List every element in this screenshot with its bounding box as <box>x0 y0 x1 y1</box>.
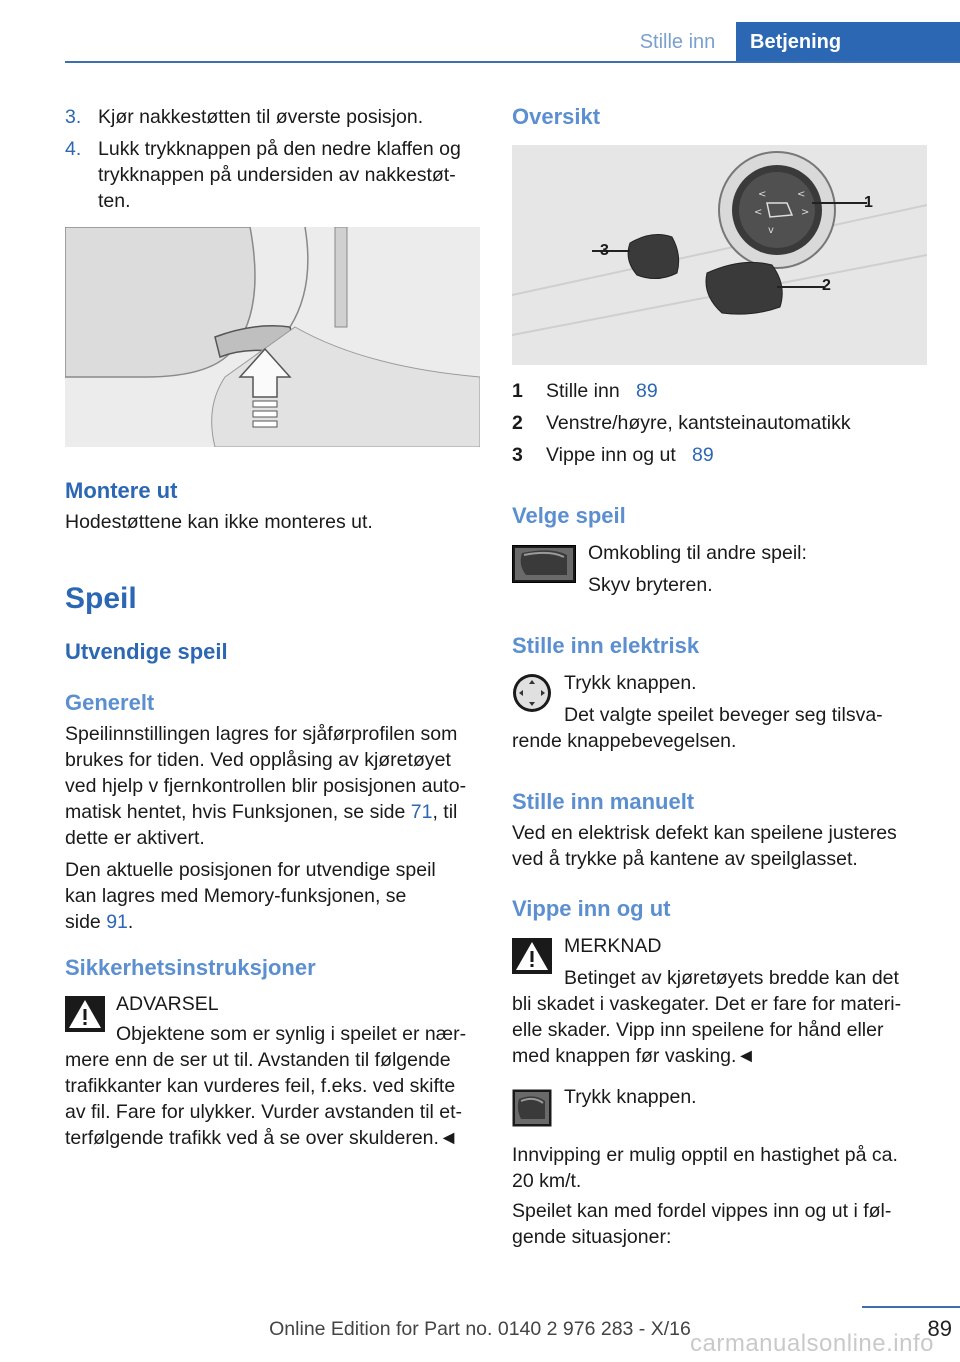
step-3-number: 3. <box>65 106 82 128</box>
heading-stille-inn-manuelt: Stille inn manuelt <box>512 789 695 814</box>
generelt-p1-line-4-tail: , til <box>432 801 458 823</box>
warning-line-5: terfølgende trafikk ved å se over skulderen.◄ <box>65 1127 459 1149</box>
velge-line-2: Skyv bryteren. <box>588 574 713 596</box>
step-4-line-2: trykknappen på undersiden av nakkestøt- <box>98 164 456 186</box>
legend-num-2: 2 <box>512 412 523 434</box>
fold-mirror-button-icon <box>512 1089 552 1127</box>
step-4-line-3: ten. <box>98 190 131 212</box>
footer-edition: Online Edition for Part no. 0140 2 976 283 - X/16 <box>269 1318 691 1340</box>
step-4-line-1: Lukk trykknappen på den nedre klaffen og <box>98 138 461 160</box>
legend-text-3 <box>546 442 714 468</box>
legend-text-1 <box>546 378 658 404</box>
warning-line-4: av fil. Fare for ulykker. Vurder avstanden til et- <box>65 1101 463 1123</box>
notice-line-3: elle skader. Vipp inn speilene for hånd eller <box>512 1019 884 1041</box>
page-link-91[interactable]: 91 <box>106 911 128 933</box>
heading-vippe-inn-og-ut: Vippe inn og ut <box>512 896 671 921</box>
watermark: carmanualsonline.info <box>690 1330 934 1357</box>
legend-label-2: Venstre/høyre, kantsteinautomatikk <box>546 412 851 434</box>
svg-text:>: > <box>801 207 810 218</box>
warning-triangle-icon <box>65 996 105 1032</box>
generelt-p1-line-2: brukes for tiden. Ved opplåsing av kjøretøyet <box>65 749 451 771</box>
montere-text: Hodestøttene kan ikke monteres ut. <box>65 511 373 533</box>
generelt-p1-line-4 <box>65 799 457 825</box>
heading-stille-inn-elektrisk: Stille inn elektrisk <box>512 633 700 658</box>
callout-label-1: 1 <box>864 194 873 211</box>
warning-title: ADVARSEL <box>116 993 219 1015</box>
footer-rule <box>862 1306 960 1308</box>
svg-text:<: < <box>797 189 806 200</box>
mirror-adjust-button-icon <box>512 673 552 713</box>
generelt-p1-line-5: dette er aktivert. <box>65 827 205 849</box>
step-3-text: Kjør nakkestøtten til øverste posisjon. <box>98 106 424 128</box>
headrest-illustration <box>65 227 480 447</box>
speilet-line-1: Speilet kan med fordel vippes inn og ut i føl- <box>512 1200 892 1222</box>
svg-text:<: < <box>758 189 767 200</box>
header-rule <box>65 61 960 63</box>
generelt-p1-line-3: ved hjelp v fjernkontrollen blir posisjonen auto- <box>65 775 467 797</box>
heading-oversikt: Oversikt <box>512 104 601 129</box>
press-button-text: Trykk knappen. <box>564 1086 697 1108</box>
warning-line-2: mere enn de ser ut til. Avstanden til følgende <box>65 1049 451 1071</box>
notice-title: MERKNAD <box>564 935 662 957</box>
callout-label-3: 3 <box>600 242 609 259</box>
speilet-line-2: gende situasjoner: <box>512 1226 672 1248</box>
legend-page-link-1[interactable]: 89 <box>635 380 658 402</box>
warning-line-1: Objektene som er synlig i speilet er nær- <box>116 1023 467 1045</box>
heading-velge-speil: Velge speil <box>512 503 626 528</box>
mirror-select-switch-icon <box>512 545 576 583</box>
notice-line-1: Betinget av kjøretøyets bredde kan det <box>564 967 899 989</box>
elektrisk-line-1: Trykk knappen. <box>564 672 697 694</box>
legend-num-1: 1 <box>512 380 523 402</box>
svg-text:<: < <box>754 207 763 218</box>
mirror-switch-illustration <box>512 145 927 365</box>
legend-label-3: Vippe inn og ut <box>546 444 676 466</box>
page-number: 89 <box>927 1316 952 1341</box>
header-tab-betjening[interactable]: Betjening <box>736 22 960 62</box>
generelt-p2-line-1: Den aktuelle posisjonen for utvendige speil <box>65 859 436 881</box>
manuelt-line-2: ved å trykke på kantene av speilglasset. <box>512 848 858 870</box>
heading-montere-ut: Montere ut <box>65 478 178 503</box>
legend-page-link-3[interactable]: 89 <box>692 444 714 466</box>
heading-generelt: Generelt <box>65 690 155 715</box>
notice-line-2: bli skadet i vaskegater. Det er fare for materi- <box>512 993 902 1015</box>
notice-triangle-icon <box>512 938 552 974</box>
notice-line-4: med knappen før vasking.◄ <box>512 1045 756 1067</box>
generelt-p2-line-2: kan lagres med Memory-funksjonen, se <box>65 885 407 907</box>
warning-line-3: trafikkanter kan vurderes feil, f.eks. ved skifte <box>65 1075 456 1097</box>
svg-text:v: v <box>768 225 774 236</box>
manuelt-line-1: Ved en elektrisk defekt kan speilene justeres <box>512 822 897 844</box>
velge-line-1: Omkobling til andre speil: <box>588 542 807 564</box>
heading-sikkerhetsinstruksjoner: Sikkerhetsinstruksjoner <box>65 955 316 980</box>
generelt-p1-line-4-text: matisk hentet, hvis Funksjonen, se side <box>65 801 411 823</box>
generelt-p2-line-3 <box>65 909 133 935</box>
heading-utvendige-speil: Utvendige speil <box>65 639 228 664</box>
innvip-line-1: Innvipping er mulig opptil en hastighet på ca. <box>512 1144 898 1166</box>
heading-speil: Speil <box>65 582 137 615</box>
generelt-p2-line-3-tail: . <box>127 911 134 933</box>
page-link-71[interactable]: 71 <box>410 801 433 823</box>
elektrisk-line-3: rende knappebevegelsen. <box>512 730 737 752</box>
step-4-number: 4. <box>65 138 82 160</box>
elektrisk-line-2: Det valgte speilet beveger seg tilsva- <box>564 704 883 726</box>
generelt-p2-line-3-text: side <box>65 911 107 933</box>
generelt-p1-line-1: Speilinnstillingen lagres for sjåførprofilen som <box>65 723 458 745</box>
header-tab-stille-inn[interactable]: Stille inn <box>639 31 716 53</box>
legend-num-3: 3 <box>512 444 523 466</box>
innvip-line-2: 20 km/t. <box>512 1170 582 1192</box>
callout-label-2: 2 <box>822 277 831 294</box>
legend-label-1: Stille inn <box>546 380 620 402</box>
